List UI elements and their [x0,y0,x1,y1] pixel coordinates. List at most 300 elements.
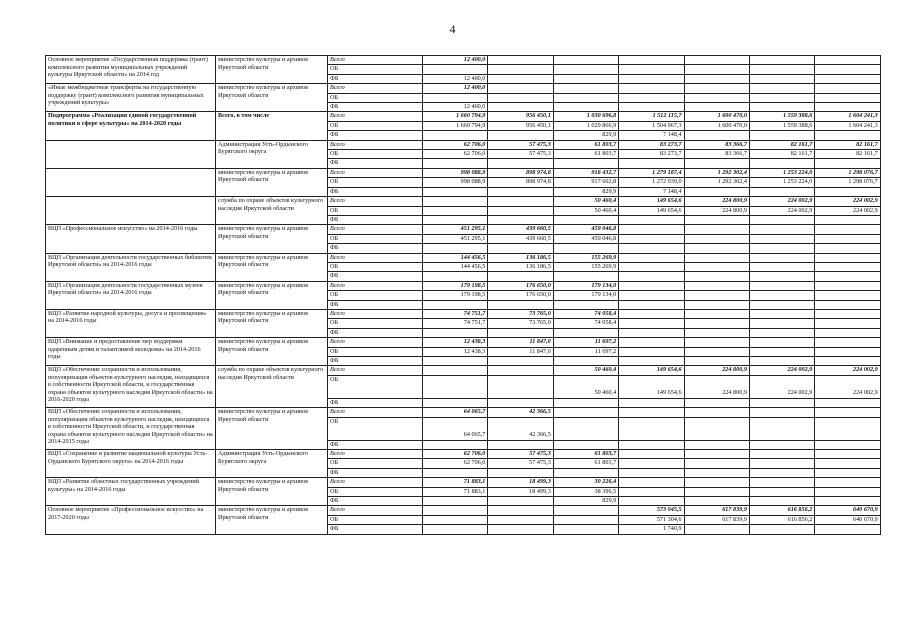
event-name-cell: ВЦП «Организация деятельности государственных библиотек Иркутской области» на 2014-2016 годы [46,253,216,281]
funding-source-cell: ФБ [328,497,423,506]
amount-y2015-cell [488,159,553,168]
event-name-cell: Основное мероприятие «Профессиональное искусство» на 2017-2020 годы [46,506,216,534]
amount-y2019-cell [749,338,814,347]
amount-y2015-cell [488,375,553,398]
amount-y2015-cell [488,131,553,140]
funding-source-cell: Всего [328,281,423,290]
amount-y2014-cell [423,93,488,102]
amount-y2018-cell: 617 839,9 [684,515,749,524]
amount-y2016-cell: 155 269,9 [553,253,618,262]
funding-source-cell: ОБ [328,121,423,130]
funding-source-cell: ФБ [328,74,423,83]
event-name-cell: ВЦП «Организация деятельности государственных музеев Иркутской области» на 2014-2016 годы [46,281,216,309]
event-name-cell: Подпрограмма «Реализация единой государственной политики в сфере культуры» на 2014-2020 годы [46,112,216,140]
table-row [46,140,881,149]
amount-y2017-cell [619,338,684,347]
amount-y2016-cell [553,159,618,168]
amount-y2019-cell [749,281,814,290]
amount-y2016-cell [553,525,618,534]
amount-y2018-cell [684,84,749,93]
amount-y2015-cell [488,74,553,83]
amount-y2017-cell [619,417,684,440]
executor-cell: министерство культуры и архивов Иркутской области [216,338,328,366]
event-name-cell: ВЦП «Обеспечение сохранности и использования, популяризация объектов культурного наследия, находящихся в собственности Иркутской области, и государственная охрана объектов культурного наследия Иркутской области» на 2016-2020 годы [46,366,216,408]
amount-y2016-cell: 38 396,5 [553,487,618,496]
amount-y2014-cell [423,244,488,253]
amount-y2018-cell [684,291,749,300]
amount-y2018-cell: 1 292 302,4 [684,178,749,187]
funding-source-cell: ФБ [328,440,423,449]
amount-y2018-cell [684,159,749,168]
amount-y2019-cell [749,74,814,83]
amount-y2019-cell [749,408,814,417]
funding-source-cell: ФБ [328,187,423,196]
amount-y2018-cell: 1 600 470,0 [684,112,749,121]
amount-y2018-cell [684,103,749,112]
funding-source-cell: ОБ [328,291,423,300]
event-name-cell [46,197,216,225]
amount-y2015-cell [488,215,553,224]
amount-y2019-cell [749,417,814,440]
amount-y2014-cell [423,515,488,524]
amount-y2018-cell: 224 800,9 [684,366,749,375]
amount-y2014-cell: 179 198,5 [423,281,488,290]
amount-y2019-cell [749,347,814,356]
amount-y2018-cell [684,225,749,234]
amount-y2020-cell [815,459,880,468]
executor-cell: министерство культуры и архивов Иркутской области [216,168,328,196]
amount-y2016-cell [553,74,618,83]
amount-y2017-cell [619,459,684,468]
funding-source-cell: Всего [328,197,423,206]
amount-y2015-cell [488,506,553,515]
amount-y2016-cell [553,515,618,524]
amount-y2019-cell [749,487,814,496]
amount-y2014-cell: 64 065,7 [423,408,488,417]
budget-table [45,55,881,535]
table-row [46,338,881,347]
amount-y2014-cell: 451 295,1 [423,234,488,243]
table-row [46,225,881,234]
amount-y2020-cell [815,103,880,112]
amount-y2015-cell: 176 650,0 [488,281,553,290]
amount-y2020-cell: 640 670,9 [815,515,880,524]
funding-source-cell: ОБ [328,515,423,524]
amount-y2018-cell: 83 366,7 [684,150,749,159]
amount-y2018-cell [684,487,749,496]
amount-y2014-cell [423,398,488,407]
funding-source-cell: ОБ [328,375,423,398]
amount-y2019-cell [749,253,814,262]
amount-y2015-cell: 898 974,8 [488,168,553,177]
amount-y2015-cell [488,93,553,102]
amount-y2018-cell [684,478,749,487]
table-row [46,450,881,459]
event-name-cell: Основное мероприятие «Государственная поддержка (грант) комплексного развития муниципальных учреждений культуры Иркутской области» на 2014 год [46,56,216,84]
amount-y2017-cell: 571 304,6 [619,515,684,524]
funding-source-cell: ФБ [328,328,423,337]
amount-y2017-cell: 149 654,6 [619,366,684,375]
amount-y2019-cell [749,131,814,140]
amount-y2019-cell [749,103,814,112]
amount-y2015-cell [488,84,553,93]
amount-y2015-cell: 57 475,3 [488,150,553,159]
amount-y2016-cell [553,440,618,449]
amount-y2020-cell [815,525,880,534]
amount-y2018-cell [684,74,749,83]
amount-y2017-cell [619,244,684,253]
amount-y2019-cell [749,300,814,309]
amount-y2018-cell [684,417,749,440]
amount-y2017-cell: 149 654,6 [619,375,684,398]
amount-y2017-cell [619,56,684,65]
amount-y2014-cell: 998 088,9 [423,178,488,187]
amount-y2019-cell: 1 559 388,6 [749,112,814,121]
amount-y2014-cell: 12 400,0 [423,74,488,83]
amount-y2014-cell [423,131,488,140]
funding-source-cell: Всего [328,56,423,65]
funding-source-cell: ОБ [328,417,423,440]
amount-y2019-cell [749,84,814,93]
funding-source-cell: ОБ [328,262,423,271]
amount-y2020-cell [815,159,880,168]
amount-y2016-cell: 74 058,4 [553,319,618,328]
amount-y2020-cell: 640 670,9 [815,506,880,515]
amount-y2014-cell [423,272,488,281]
table-row [46,56,881,65]
amount-y2014-cell [423,215,488,224]
amount-y2019-cell [749,450,814,459]
amount-y2019-cell [749,319,814,328]
amount-y2018-cell [684,131,749,140]
amount-y2017-cell [619,159,684,168]
amount-y2020-cell [815,398,880,407]
executor-cell: министерство культуры и архивов Иркутской области [216,309,328,337]
amount-y2017-cell [619,328,684,337]
amount-y2014-cell: 71 883,1 [423,478,488,487]
amount-y2015-cell [488,497,553,506]
amount-y2016-cell: 50 460,4 [553,197,618,206]
amount-y2015-cell [488,206,553,215]
amount-y2020-cell [815,487,880,496]
amount-y2018-cell [684,253,749,262]
amount-y2017-cell [619,398,684,407]
amount-y2016-cell: 74 058,4 [553,309,618,318]
table-row [46,366,881,375]
amount-y2015-cell [488,440,553,449]
amount-y2017-cell: 149 654,6 [619,206,684,215]
amount-y2018-cell [684,440,749,449]
funding-source-cell: Всего [328,84,423,93]
amount-y2015-cell [488,56,553,65]
amount-y2019-cell: 82 161,7 [749,140,814,149]
amount-y2017-cell: 1 272 039,0 [619,178,684,187]
amount-y2017-cell [619,103,684,112]
amount-y2020-cell: 1 298 076,7 [815,168,880,177]
amount-y2015-cell: 439 660,5 [488,234,553,243]
amount-y2018-cell: 224 800,9 [684,206,749,215]
amount-y2014-cell: 998 088,9 [423,168,488,177]
executor-cell: министерство культуры и архивов Иркутской области [216,225,328,253]
amount-y2016-cell: 459 046,8 [553,225,618,234]
amount-y2019-cell [749,468,814,477]
amount-y2018-cell: 224 800,9 [684,197,749,206]
amount-y2017-cell [619,309,684,318]
amount-y2015-cell: 73 765,0 [488,319,553,328]
amount-y2016-cell: 155 269,9 [553,262,618,271]
amount-y2015-cell: 898 974,8 [488,178,553,187]
funding-source-cell: Всего [328,408,423,417]
amount-y2014-cell [423,497,488,506]
amount-y2018-cell [684,459,749,468]
amount-y2015-cell [488,515,553,524]
amount-y2020-cell [815,56,880,65]
executor-cell: Всего, в том числе [216,112,328,140]
amount-y2014-cell: 74 751,7 [423,309,488,318]
amount-y2018-cell [684,357,749,366]
amount-y2017-cell [619,74,684,83]
amount-y2014-cell: 12 400,0 [423,84,488,93]
amount-y2020-cell: 1 604 241,3 [815,112,880,121]
amount-y2016-cell [553,357,618,366]
amount-y2018-cell [684,398,749,407]
amount-y2014-cell: 144 456,5 [423,262,488,271]
amount-y2020-cell [815,225,880,234]
funding-source-cell: Всего [328,450,423,459]
amount-y2017-cell [619,478,684,487]
amount-y2019-cell: 224 002,9 [749,366,814,375]
amount-y2014-cell: 62 706,0 [423,150,488,159]
amount-y2014-cell: 12 400,0 [423,56,488,65]
amount-y2017-cell [619,468,684,477]
amount-y2020-cell [815,84,880,93]
amount-y2017-cell [619,281,684,290]
funding-source-cell: ОБ [328,65,423,74]
amount-y2015-cell: 136 186,5 [488,262,553,271]
amount-y2019-cell [749,497,814,506]
executor-cell: министерство культуры и архивов Иркутской области [216,478,328,506]
amount-y2015-cell: 439 660,5 [488,225,553,234]
amount-y2016-cell: 829,9 [553,131,618,140]
funding-source-cell: Всего [328,506,423,515]
amount-y2018-cell: 224 800,9 [684,375,749,398]
amount-y2017-cell [619,225,684,234]
amount-y2019-cell [749,272,814,281]
amount-y2014-cell: 179 198,5 [423,291,488,300]
amount-y2020-cell [815,65,880,74]
amount-y2016-cell [553,398,618,407]
table-row [46,112,881,121]
amount-y2020-cell: 1 298 076,7 [815,178,880,187]
funding-source-cell: ОБ [328,178,423,187]
amount-y2015-cell: 956 450,1 [488,112,553,121]
amount-y2016-cell: 918 432,7 [553,168,618,177]
amount-y2019-cell [749,525,814,534]
amount-y2019-cell: 616 856,2 [749,515,814,524]
event-name-cell: ВЦП «Развитие областных государственных учреждений культуры» на 2014-2016 годы [46,478,216,506]
amount-y2018-cell [684,244,749,253]
executor-cell: министерство культуры и архивов Иркутской области [216,253,328,281]
amount-y2017-cell: 1 512 115,7 [619,112,684,121]
funding-source-cell: ОБ [328,347,423,356]
funding-source-cell: Всего [328,140,423,149]
executor-cell: служба по охране объектов культурного наследия Иркутской области [216,197,328,225]
amount-y2015-cell: 57 475,3 [488,459,553,468]
funding-source-cell: ОБ [328,319,423,328]
amount-y2018-cell [684,408,749,417]
amount-y2017-cell: 83 273,7 [619,150,684,159]
funding-source-cell: ФБ [328,357,423,366]
amount-y2016-cell [553,328,618,337]
amount-y2016-cell: 11 697,2 [553,338,618,347]
amount-y2016-cell [553,300,618,309]
amount-y2020-cell [815,450,880,459]
amount-y2019-cell [749,234,814,243]
amount-y2018-cell [684,65,749,74]
amount-y2019-cell [749,291,814,300]
amount-y2015-cell: 18 499,3 [488,487,553,496]
amount-y2015-cell [488,300,553,309]
amount-y2014-cell: 62 706,0 [423,459,488,468]
amount-y2015-cell: 57 475,3 [488,140,553,149]
amount-y2018-cell [684,328,749,337]
amount-y2016-cell: 61 803,7 [553,140,618,149]
amount-y2020-cell [815,187,880,196]
amount-y2017-cell [619,319,684,328]
amount-y2015-cell: 956 450,1 [488,121,553,130]
amount-y2016-cell [553,65,618,74]
amount-y2016-cell: 829,9 [553,187,618,196]
amount-y2014-cell [423,525,488,534]
amount-y2016-cell: 50 460,4 [553,206,618,215]
amount-y2020-cell: 82 161,7 [815,150,880,159]
amount-y2015-cell: 11 847,0 [488,347,553,356]
amount-y2020-cell [815,478,880,487]
amount-y2018-cell [684,497,749,506]
amount-y2018-cell [684,234,749,243]
amount-y2015-cell: 42 366,5 [488,417,553,440]
amount-y2015-cell: 57 475,3 [488,450,553,459]
funding-source-cell: Всего [328,478,423,487]
amount-y2015-cell [488,357,553,366]
executor-cell: Администрация Усть-Ордынского Бурятского округа [216,140,328,168]
amount-y2020-cell [815,408,880,417]
amount-y2014-cell [423,328,488,337]
amount-y2020-cell [815,234,880,243]
amount-y2016-cell: 50 460,4 [553,366,618,375]
page-number: 4 [449,22,456,36]
funding-source-cell: ФБ [328,525,423,534]
amount-y2016-cell: 11 697,2 [553,347,618,356]
amount-y2020-cell [815,338,880,347]
amount-y2016-cell: 1 030 696,8 [553,112,618,121]
amount-y2020-cell: 224 002,9 [815,366,880,375]
amount-y2015-cell: 42 366,5 [488,408,553,417]
event-name-cell: ВЦП «Развитие народной культуры, досуга и просвещения» на 2014-2016 годы [46,309,216,337]
amount-y2020-cell [815,347,880,356]
amount-y2016-cell: 61 803,7 [553,150,618,159]
event-name-cell: «Иные межбюджетные трансферты на государственную поддержку (грант) комплексного развития муниципальных учреждений культуры» [46,84,216,112]
amount-y2020-cell [815,319,880,328]
funding-source-cell: ФБ [328,272,423,281]
executor-cell: служба по охране объектов культурного наследия Иркутской области [216,366,328,408]
amount-y2018-cell [684,262,749,271]
amount-y2017-cell [619,357,684,366]
amount-y2014-cell [423,506,488,515]
amount-y2014-cell: 451 295,1 [423,225,488,234]
amount-y2015-cell [488,65,553,74]
amount-y2016-cell [553,468,618,477]
amount-y2014-cell: 12 400,0 [423,103,488,112]
amount-y2016-cell: 39 226,4 [553,478,618,487]
amount-y2019-cell [749,459,814,468]
amount-y2018-cell: 83 366,7 [684,140,749,149]
funding-source-cell: ФБ [328,103,423,112]
amount-y2017-cell: 7 148,4 [619,131,684,140]
amount-y2016-cell [553,215,618,224]
amount-y2019-cell: 224 002,9 [749,197,814,206]
amount-y2020-cell [815,497,880,506]
amount-y2016-cell [553,408,618,417]
funding-source-cell: Всего [328,338,423,347]
amount-y2018-cell [684,468,749,477]
amount-y2019-cell [749,56,814,65]
amount-y2016-cell [553,56,618,65]
amount-y2020-cell [815,74,880,83]
funding-source-cell: Всего [328,253,423,262]
amount-y2015-cell: 11 847,0 [488,338,553,347]
table-row [46,506,881,515]
amount-y2017-cell [619,300,684,309]
amount-y2020-cell [815,440,880,449]
funding-source-cell: Всего [328,112,423,121]
amount-y2015-cell [488,398,553,407]
amount-y2014-cell: 1 660 794,9 [423,121,488,130]
amount-y2015-cell [488,187,553,196]
amount-y2016-cell [553,244,618,253]
amount-y2017-cell [619,234,684,243]
funding-source-cell: ФБ [328,244,423,253]
amount-y2019-cell [749,328,814,337]
amount-y2015-cell [488,272,553,281]
amount-y2015-cell [488,244,553,253]
amount-y2017-cell: 1 740,9 [619,525,684,534]
amount-y2020-cell [815,291,880,300]
amount-y2015-cell [488,328,553,337]
amount-y2015-cell: 136 186,5 [488,253,553,262]
amount-y2017-cell [619,497,684,506]
amount-y2015-cell: 18 499,3 [488,478,553,487]
amount-y2019-cell [749,215,814,224]
amount-y2020-cell [815,93,880,102]
amount-y2016-cell: 459 046,8 [553,234,618,243]
amount-y2016-cell [553,103,618,112]
funding-source-cell: ОБ [328,150,423,159]
amount-y2019-cell [749,309,814,318]
amount-y2016-cell: 917 602,8 [553,178,618,187]
amount-y2014-cell [423,65,488,74]
amount-y2020-cell [815,215,880,224]
amount-y2017-cell: 83 273,7 [619,140,684,149]
amount-y2015-cell [488,197,553,206]
amount-y2016-cell: 179 134,0 [553,291,618,300]
amount-y2019-cell: 616 856,2 [749,506,814,515]
amount-y2014-cell [423,187,488,196]
executor-cell: министерство культуры и архивов Иркутской области [216,506,328,534]
amount-y2014-cell [423,375,488,398]
table-row [46,168,881,177]
amount-y2019-cell: 1 559 388,6 [749,121,814,130]
